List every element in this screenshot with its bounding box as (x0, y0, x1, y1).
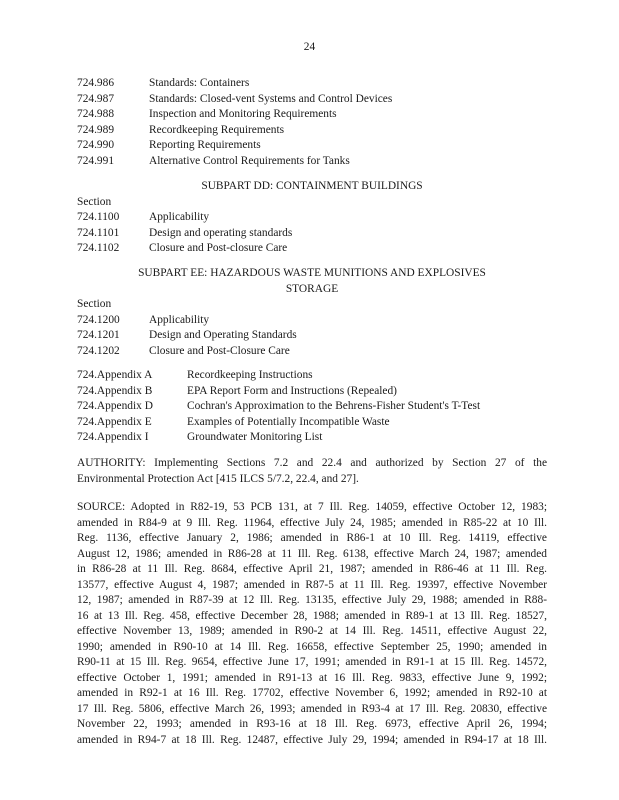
source-line: 12, 1987; amended in R87-39 at 12 Ill. Reg. 13135, effective July 29, 1988; amended in R88- (77, 594, 547, 606)
section-title: Closure and Post-closure Care (149, 242, 288, 254)
section-number: 724.986 (77, 77, 115, 89)
source-line: 1990; amended in R90-10 at 14 Ill. Reg. 16658, effective September 25, 1990; amended in (77, 640, 547, 653)
source-line: 16 at 13 Ill. Reg. 458, effective December 28, 1988; amended in R89-1 at 13 Ill. Reg. 18527, (77, 609, 547, 622)
list-item (77, 76, 547, 92)
authority-line: Environmental Protection Act [415 ILCS 5/7.2, 22.4, and 27]. (77, 472, 359, 485)
source-line: amended in R94-7 at 18 Ill. Reg. 12487, effective July 29, 1994; amended in R94-17 at 18 Ill. (77, 733, 547, 746)
list-item (77, 384, 547, 400)
section-title: Alternative Control Requirements for Tanks (149, 154, 350, 167)
authority-note (77, 456, 547, 487)
appendix-title: Groundwater Monitoring List (187, 431, 323, 443)
appendix-title: Cochran's Approximation to the Behrens-Fisher Student's T-Test (187, 400, 481, 412)
source-note (77, 500, 547, 748)
page-number: 24 (303, 41, 316, 53)
list-item (77, 138, 547, 154)
section-number: 724.1202 (77, 344, 120, 357)
section-label: Section (77, 195, 112, 208)
source-line: amended in R84-9 at 9 Ill. Reg. 11964, effective July 24, 1985; amended in R85-22 at 10 Ill. (77, 516, 547, 529)
subpart-heading: SUBPART EE: HAZARDOUS WASTE MUNITIONS AND EXPLOSIVES (138, 267, 486, 279)
section-number: 724.990 (77, 139, 115, 151)
source-line: effective November 13, 1989; amended in R90-2 at 14 Ill. Reg. 14511, effective August 22, (77, 625, 547, 637)
list-item (77, 92, 547, 108)
section-number: 724.1101 (77, 226, 120, 239)
list-item (77, 123, 547, 139)
subpart-heading: SUBPART DD: CONTAINMENT BUILDINGS (201, 180, 423, 192)
section-title: Design and Operating Standards (149, 329, 297, 341)
subpart-dd (77, 179, 547, 257)
section-title: Recordkeeping Requirements (149, 123, 285, 136)
list-item (77, 210, 547, 226)
list-item (77, 344, 547, 360)
section-number: 724.1201 (77, 329, 120, 341)
list-item (77, 415, 547, 431)
section-number: 724.1200 (77, 313, 120, 326)
section-list-cc (77, 76, 547, 169)
appendix-number: 724.Appendix B (77, 384, 153, 397)
appendix-title: EPA Report Form and Instructions (Repealed) (187, 384, 397, 397)
list-item (77, 430, 547, 446)
appendix-number: 724.Appendix A (77, 369, 153, 381)
source-line: Reg. 1136, effective January 2, 1986; amended in R86-1 at 10 Ill. Reg. 14119, effective (77, 532, 547, 544)
list-item (77, 368, 547, 384)
section-label: Section (77, 298, 112, 310)
section-title: Inspection and Monitoring Requirements (149, 108, 337, 120)
section-title: Standards: Closed-vent Systems and Control Devices (149, 92, 393, 105)
list-item (77, 313, 547, 329)
section-number: 724.1102 (77, 242, 120, 254)
source-line: amended in R92-1 at 16 Ill. Reg. 17702, effective November 6, 1992; amended in R92-10 at (77, 687, 547, 699)
source-line: November 22, 1993; amended in R93-16 at 18 Ill. Reg. 6973, effective April 26, 1994; (77, 718, 547, 730)
section-title: Closure and Post-Closure Care (149, 344, 290, 357)
source-line: in R86-28 at 11 Ill. Reg. 8684, effective April 21, 1987; amended in R86-46 at 11 Ill. Reg. (77, 563, 547, 575)
list-item (77, 226, 547, 242)
section-title: Applicability (149, 211, 210, 223)
section-number: 724.991 (77, 154, 115, 167)
list-item (77, 328, 547, 344)
section-number: 724.987 (77, 92, 115, 105)
appendix-title: Examples of Potentially Incompatible Waste (187, 415, 390, 428)
section-number: 724.1100 (77, 211, 120, 223)
section-number: 724.989 (77, 123, 115, 136)
appendix-list (77, 368, 547, 446)
section-title: Standards: Containers (149, 77, 250, 89)
appendix-number: 724.Appendix D (77, 400, 153, 412)
section-title: Reporting Requirements (149, 139, 261, 151)
list-item (77, 399, 547, 415)
source-line: effective October 1, 1991; amended in R91-13 at 16 Ill. Reg. 9833, effective June 9, 1992; (77, 671, 547, 684)
source-line: August 12, 1986; amended in R86-28 at 11 Ill. Reg. 6138, effective March 24, 1987; amended (77, 547, 547, 560)
subpart-ee (77, 266, 547, 359)
source-line: R90-11 at 15 Ill. Reg. 9654, effective June 17, 1991; amended in R91-1 at 15 Ill. Reg. 14572, (77, 656, 547, 668)
list-item (77, 107, 547, 123)
list-item (77, 154, 547, 170)
section-title: Design and operating standards (149, 226, 293, 239)
subpart-heading-continued: STORAGE (285, 282, 339, 295)
appendix-number: 724.Appendix E (77, 415, 152, 428)
source-line: 17 Ill. Reg. 5806, effective March 26, 1993; amended in R93-4 at 17 Ill. Reg. 20830, effective (77, 702, 547, 715)
appendix-title: Recordkeeping Instructions (187, 369, 313, 381)
section-title: Applicability (149, 313, 210, 326)
source-line: 13577, effective August 4, 1987; amended in R87-5 at 11 Ill. Reg. 19397, effective November (77, 578, 547, 591)
appendix-number: 724.Appendix I (77, 431, 149, 443)
source-line: SOURCE: Adopted in R82-19, 53 PCB 131, at 7 Ill. Reg. 14059, effective October 12, 1983; (77, 501, 547, 513)
section-number: 724.988 (77, 108, 115, 120)
authority-line: AUTHORITY: Implementing Sections 7.2 and 22.4 and authorized by Section 27 of the (77, 457, 547, 469)
list-item (77, 241, 547, 257)
